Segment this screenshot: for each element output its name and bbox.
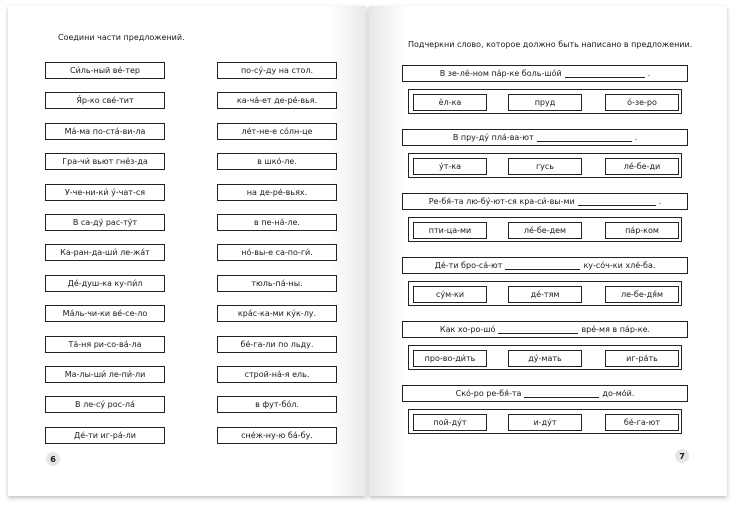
- answer-blank[interactable]: [505, 261, 580, 270]
- word-option[interactable]: бе́-га-ют: [605, 414, 679, 431]
- sentence-text-start: Ре-бя́-та лю-бу́-ют-ся кра-си́-вы-ми: [428, 197, 575, 206]
- sentence-box: [402, 385, 688, 402]
- sentence-text-end: .: [634, 133, 638, 142]
- answer-blank[interactable]: [565, 69, 645, 78]
- sentence-start-box[interactable]: В ле-су́ рос-ла́: [45, 396, 165, 413]
- word-option[interactable]: иг-ра́ть: [605, 350, 679, 367]
- sentence-text-start: Ско́-ро ре-бя́-та: [455, 389, 522, 398]
- sentence-box: [402, 257, 688, 274]
- sentence-end-box[interactable]: на де-ре́-вьях.: [217, 184, 337, 201]
- options-group: [408, 89, 682, 114]
- options-group: [408, 409, 682, 434]
- word-option[interactable]: пой-ду́т: [413, 414, 487, 431]
- sentence-text-start: В пру-ду́ пла́-ва-ют: [452, 133, 534, 142]
- sentence-start-box[interactable]: Ма́ль-чи-ки ве́-се-ло: [45, 305, 165, 322]
- sentence-end-box[interactable]: по-су́-ду на стол.: [217, 62, 337, 79]
- options-group: [408, 217, 682, 242]
- sentence-start-box[interactable]: В са-ду́ рас-ту́т: [45, 214, 165, 231]
- sentence-text-end: .: [658, 197, 662, 206]
- word-option[interactable]: о́-зе-ро: [605, 94, 679, 111]
- sentence-start-box[interactable]: Де́-ти иг-ра́-ли: [45, 427, 165, 444]
- sentence-end-box[interactable]: строй-на́-я ель.: [217, 366, 337, 383]
- word-option[interactable]: ле́-бе-дем: [508, 222, 582, 239]
- sentence-end-box[interactable]: ка-ча́-ет де-ре́-вья.: [217, 92, 337, 109]
- sentence-end-box[interactable]: но́-вы-е са-по-ги́.: [217, 244, 337, 261]
- sentence-text-start: В зе-лё-ном па́р-ке боль-шо́й: [439, 69, 562, 78]
- sentence-end-box[interactable]: в шко́-ле.: [217, 153, 337, 170]
- word-option[interactable]: про-во-ди́ть: [413, 350, 487, 367]
- sentence-text-start: Как хо-ро-шо́: [439, 325, 496, 334]
- word-option[interactable]: и-ду́т: [508, 414, 582, 431]
- word-option[interactable]: пти-ца-ми: [413, 222, 487, 239]
- sentence-end-box[interactable]: сне́ж-ну-ю ба́-бу.: [217, 427, 337, 444]
- word-option[interactable]: па́р-ком: [605, 222, 679, 239]
- sentence-start-box[interactable]: Та́-ня ри-со-ва́-ла: [45, 336, 165, 353]
- sentence-box: [402, 65, 688, 82]
- sentence-box: [402, 321, 688, 338]
- word-option[interactable]: пруд: [508, 94, 582, 111]
- page-number-left: 6: [46, 452, 60, 466]
- right-instruction: Подчеркни слово, которое должно быть написано в предложении.: [408, 40, 693, 49]
- left-instruction: Соедини части предложений.: [58, 33, 185, 42]
- sentence-text-end: ку-со́ч-ки хле́-ба.: [583, 261, 656, 270]
- word-option[interactable]: де́-тям: [508, 286, 582, 303]
- answer-blank[interactable]: [537, 133, 632, 142]
- answer-blank[interactable]: [524, 389, 599, 398]
- sentence-end-box[interactable]: в пе-на́-ле.: [217, 214, 337, 231]
- sentence-box: [402, 193, 688, 210]
- answer-blank[interactable]: [498, 325, 578, 334]
- options-group: [408, 153, 682, 178]
- word-option[interactable]: ёл-ка: [413, 94, 487, 111]
- sentence-start-box[interactable]: Ка-ран-да-ши́ ле-жа́т: [45, 244, 165, 261]
- page-number-right: 7: [675, 449, 689, 463]
- sentence-start-box[interactable]: Я́р-ко све́-тит: [45, 92, 165, 109]
- sentence-end-box[interactable]: кра́с-ка-ми ку́к-лу.: [217, 305, 337, 322]
- word-option[interactable]: ду́-мать: [508, 350, 582, 367]
- sentence-end-box[interactable]: тюль-па́-ны.: [217, 275, 337, 292]
- word-option[interactable]: у́т-ка: [413, 158, 487, 175]
- sentence-start-box[interactable]: Гра-чи́ вьют гнёз-да: [45, 153, 165, 170]
- sentence-start-box[interactable]: Де́-душ-ка ку-пи́л: [45, 275, 165, 292]
- word-option[interactable]: ле-бе-дя́м: [605, 286, 679, 303]
- sentence-end-box[interactable]: в фут-бо́л.: [217, 396, 337, 413]
- answer-blank[interactable]: [578, 197, 656, 206]
- sentence-text-end: до-мо́й.: [602, 389, 635, 398]
- word-option[interactable]: гусь: [508, 158, 582, 175]
- word-option[interactable]: ле́-бе-ди: [605, 158, 679, 175]
- options-group: [408, 345, 682, 370]
- sentence-text-end: .: [647, 69, 651, 78]
- sentence-start-box[interactable]: Си́ль-ный ве́-тер: [45, 62, 165, 79]
- sentence-start-box[interactable]: У-че-ни-ки́ у́-чат-ся: [45, 184, 165, 201]
- sentence-box: [402, 129, 688, 146]
- sentence-start-box[interactable]: Ма́-ма по-ста́-ви-ла: [45, 123, 165, 140]
- word-option[interactable]: су́м-ки: [413, 286, 487, 303]
- sentence-text-end: вре́-мя в па́р-ке.: [581, 325, 651, 334]
- sentence-end-box[interactable]: ле́т-не-е со́лн-це: [217, 123, 337, 140]
- options-group: [408, 281, 682, 306]
- sentence-text-start: Де́-ти бро-са́-ют: [434, 261, 503, 270]
- sentence-end-box[interactable]: бе́-га-ли по льду.: [217, 336, 337, 353]
- sentence-start-box[interactable]: Ма-лы-ши́ ле-пи́-ли: [45, 366, 165, 383]
